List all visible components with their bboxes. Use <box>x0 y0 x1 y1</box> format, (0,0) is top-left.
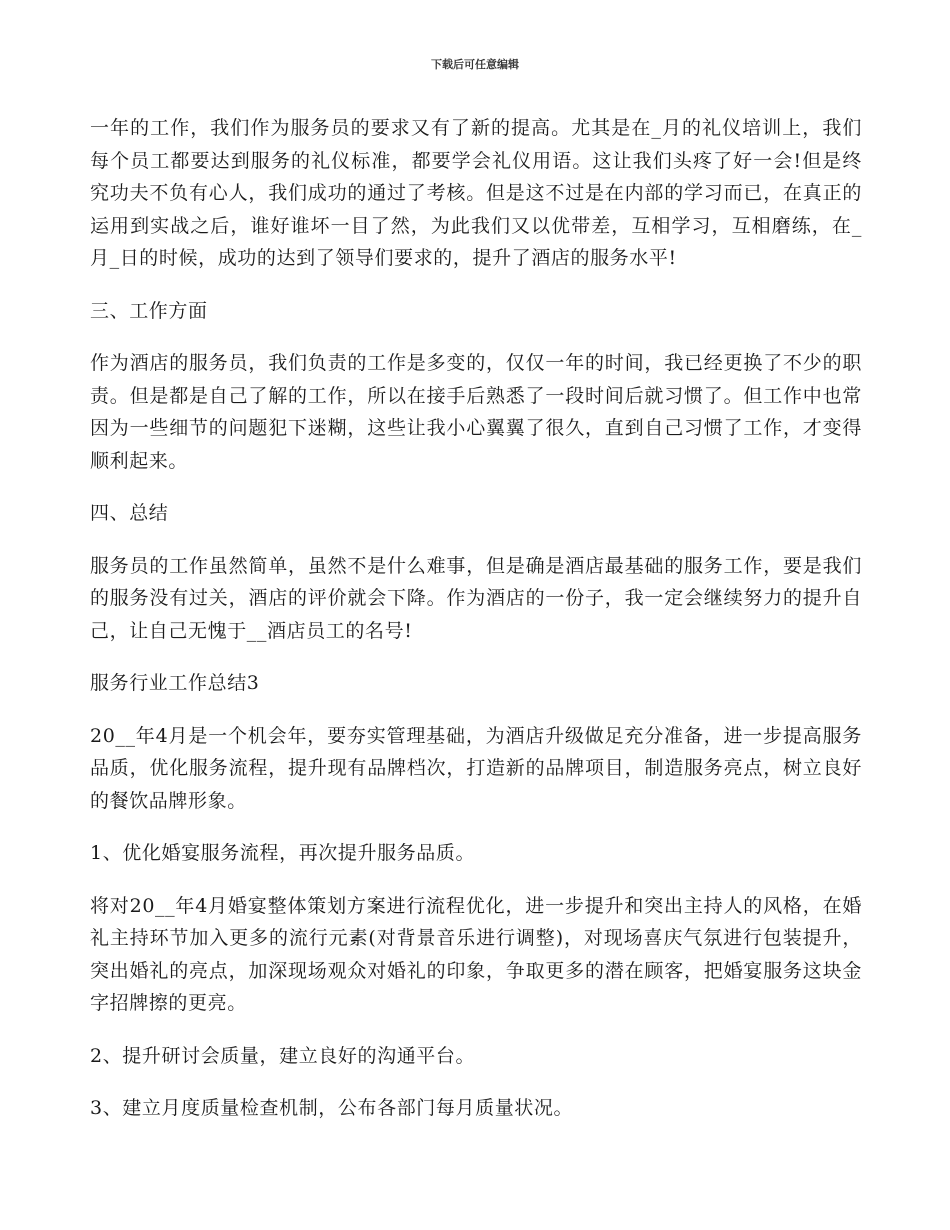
paragraph-training: 一年的工作，我们作为服务员的要求又有了新的提高。尤其是在_月的礼仪培训上，我们每个员工都要达到服务的礼仪标准，都要学会礼仪用语。这让我们头疼了好一会!但是终究功夫不负有心人，我们成功的通过了考核。但是这不过是在内部的学习而已，在真正的运用到实战之后，谁好谁坏一目了然，为此我们又以优带差，互相学习，互相磨练，在_月_日的时候，成功的达到了领导们要求的，提升了酒店的服务水平! <box>90 117 862 269</box>
paragraph-april-plan: 20__年4月是一个机会年，要夯实管理基础，为酒店升级做足充分准备，进一步提高服务品质，优化服务流程，提升现有品牌档次，打造新的品牌项目，制造服务亮点，树立良好的餐饮品牌形象。 <box>90 724 862 812</box>
section-heading-work: 三、工作方面 <box>90 299 208 322</box>
document-body <box>90 112 862 1145</box>
section-heading-summary: 四、总结 <box>90 502 169 524</box>
paragraph-wedding: 将对20__年4月婚宴整体策划方案进行流程优化，进一步提升和突出主持人的风格，在婚礼主持环节加入更多的流行元素(对背景音乐进行调整)，对现场喜庆气氛进行包装提升，突出婚礼的亮点，加深现场观众对婚礼的印象，争取更多的潜在顾客，把婚宴服务这块金字招牌擦的更亮。 <box>90 894 862 1014</box>
item-heading-3: 3、建立月度质量检查机制，公布各部门每月质量状况。 <box>90 1097 574 1119</box>
item-heading-2: 2、提升研讨会质量，建立良好的沟通平台。 <box>90 1044 476 1067</box>
paragraph-summary: 服务员的工作虽然简单，虽然不是什么难事，但是确是酒店最基础的服务工作，要是我们的服务没有过关，酒店的评价就会下降。作为酒店的一份子，我一定会继续努力的提升自己，让自己无愧于__酒店员工的名号! <box>90 554 862 642</box>
document-title-3: 服务行业工作总结3 <box>90 672 260 694</box>
paragraph-work: 作为酒店的服务员，我们负责的工作是多变的，仅仅一年的时间，我已经更换了不少的职责。但是都是自己了解的工作，所以在接手后熟悉了一段时间后就习惯了。但工作中也常因为一些细节的问题犯下迷糊，这些让我小心翼翼了很久，直到自己习惯了工作，才变得顺利起来。 <box>90 352 862 472</box>
page-header: 下载后可任意编辑 <box>431 58 519 71</box>
item-heading-1: 1、优化婚宴服务流程，再次提升服务品质。 <box>90 842 476 864</box>
